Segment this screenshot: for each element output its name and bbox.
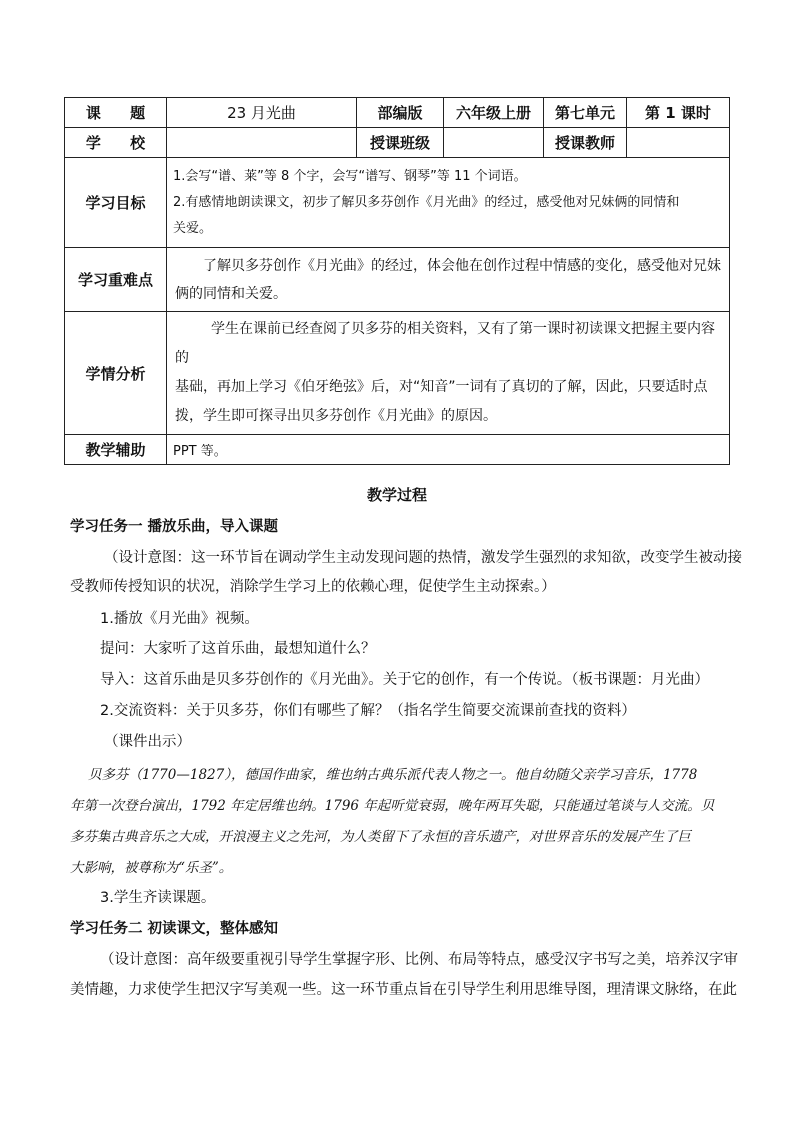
aids-value: PPT 等。 [167,435,730,465]
beethoven-bio-line: 年第一次登台演出，1792 年定居维也纳。1796 年起听觉衰弱，晚年两耳失聪，只能通过笔谈与人交流。贝 [70,798,715,814]
label-key-points: 学习重难点 [65,248,167,312]
analysis-content [167,312,730,435]
table-row-title [65,98,730,128]
step-2: 2.交流资料：关于贝多芬，你们有哪些了解？（指名学生简要交流课前查找的资料） [100,703,636,719]
table-row-aids [65,435,730,465]
label-class: 授课班级 [357,128,444,158]
teacher-value [627,128,730,158]
edition: 部编版 [357,98,444,128]
task-heading-2: 学习任务二 初读课文，整体感知 [70,921,279,937]
table-row-analysis [65,312,730,435]
design-intent-1a: （设计意图：这一环节旨在调动学生主动发现问题的热情，激发学生强烈的求知欲，改变学生被动接 [104,550,742,566]
beethoven-bio-line: 多芬集古典音乐之大成，开浪漫主义之先河，为人类留下了永恒的音乐遗产，对世界音乐的发展产生了巨 [70,829,691,845]
label-aids: 教学辅助 [65,435,167,465]
table-row-school [65,128,730,158]
table-row-key-points [65,248,730,312]
key-line: 俩的同情和关爱。 [175,285,287,302]
school-value [167,128,357,158]
grade: 六年级上册 [444,98,544,128]
introduction: 导入：这首乐曲是贝多芬创作的《月光曲》。关于它的创作，有一个传说。（板书课题：月光曲） [100,672,709,688]
step-1: 1.播放《月光曲》视频。 [100,611,259,627]
analysis-line: 基础，再加上学习《伯牙绝弦》后，对“知音”一词有了真切的了解，因此，只要适时点 [175,379,708,395]
design-intent-2a: （设计意图：高年级要重视引导学生掌握字形、比例、布局等特点，感受汉字书写之美，培养汉字审 [100,952,738,968]
courseware-note: （课件出示） [104,734,191,750]
step-3: 3.学生齐读课题。 [100,890,216,906]
question: 提问：大家听了这首乐曲，最想知道什么？ [100,641,376,657]
beethoven-bio-line: 大影响，被尊称为“乐圣”。 [70,860,233,876]
section-title: 教学过程 [366,486,427,504]
design-intent-2b: 美情趣，力求使学生把汉字写美观一些。这一环节重点旨在引导学生利用思维导图，理清课文脉络，在此 [70,982,737,998]
goal-line: 2.有感情地朗读课文，初步了解贝多芬创作《月光曲》的经过，感受他对兄妹俩的同情和 [173,194,680,210]
goal-line: 1.会写“谱、莱”等 8 个字，会写“谱写、钢琴”等 11 个词语。 [173,168,527,184]
key-line: 了解贝多芬创作《月光曲》的经过，体会他在创作过程中情感的变化，感受他对兄妹 [203,257,721,274]
unit: 第七单元 [544,98,627,128]
lesson-title: 23 月光曲 [167,98,357,128]
label-goals: 学习目标 [65,158,167,248]
task-heading-1: 学习任务一 播放乐曲，导入课题 [70,519,279,535]
analysis-line: 拨，学生即可探寻出贝多芬创作《月光曲》的原因。 [175,408,497,424]
goal-line: 关爱。 [173,220,213,236]
lesson-info-table [64,97,730,465]
goals-content [167,158,730,248]
analysis-line: 学生在课前已经查阅了贝多芬的相关资料，又有了第一课时初读课文把握主要内容的 [175,321,715,366]
beethoven-bio-line: 贝多芬（1770—1827），德国作曲家，维也纳古典乐派代表人物之一。他自幼随父亲学习音乐，1778 [88,767,698,783]
lesson-number: 第 1 课时 [627,98,730,128]
label-school: 学 校 [65,128,167,158]
key-points-content [167,248,730,312]
table-row-goals [65,158,730,248]
class-value [444,128,544,158]
label-analysis: 学情分析 [65,312,167,435]
label-topic: 课 题 [65,98,167,128]
label-teacher: 授课教师 [544,128,627,158]
design-intent-1b: 受教师传授知识的状况，消除学生学习上的依赖心理，促使学生主动探索。） [70,579,556,595]
